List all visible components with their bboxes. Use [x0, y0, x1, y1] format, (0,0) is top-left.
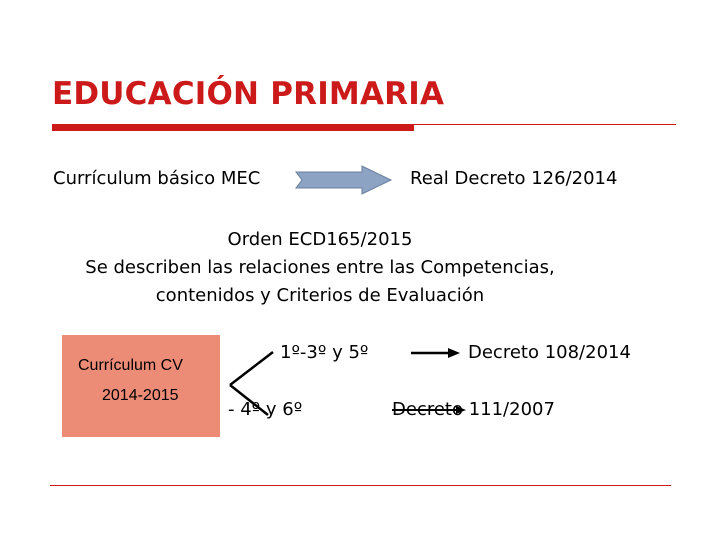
order-line-2: Se describen las relaciones entre las Competencias, [85, 257, 555, 278]
grades-row-2: - 4º y 6º [228, 399, 303, 420]
basic-curriculum-label: Currículum básico MEC [53, 168, 261, 189]
order-title: Orden ECD165/2015 [227, 229, 413, 250]
footer-rule [50, 485, 671, 486]
decree-row-1: Decreto 108/2014 [468, 342, 631, 363]
decree-row-2: Decreto 111/2007 [392, 399, 555, 420]
grades-row-1: 1º-3º y 5º [280, 342, 369, 363]
page-title: EDUCACIÓN PRIMARIA [52, 76, 445, 112]
curriculum-cv-years: 2014-2015 [102, 387, 179, 404]
order-line-3: contenidos y Criterios de Evaluación [155, 285, 485, 306]
curriculum-cv-label: Currículum CV [78, 357, 183, 374]
real-decreto-label: Real Decreto 126/2014 [410, 168, 618, 189]
